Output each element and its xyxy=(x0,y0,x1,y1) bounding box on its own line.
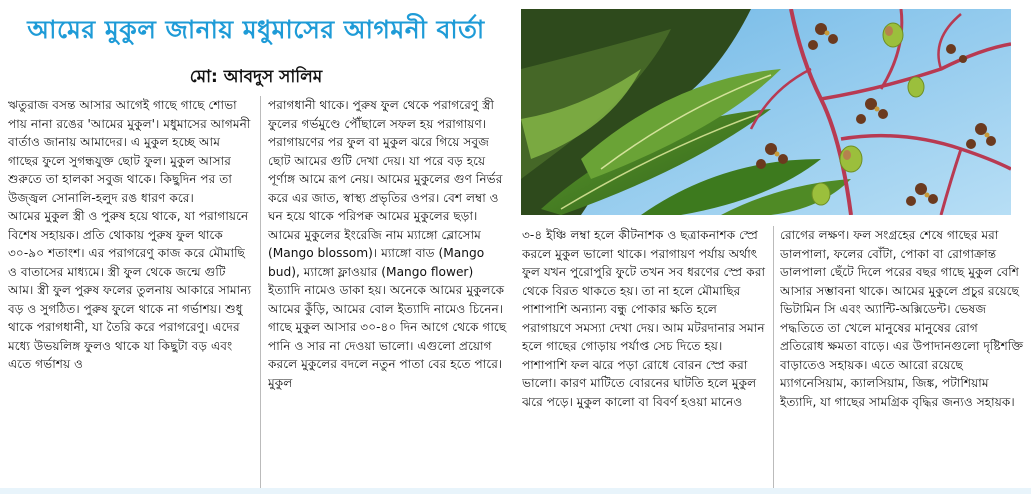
headline: আমের মুকুল জানায় মধুমাসের আগমনী বার্তা xyxy=(27,14,485,44)
column-3 xyxy=(522,226,768,488)
column-1-paragraph-1: ঋতুরাজ বসন্ত আসার আগেই গাছে গাছে শোভা পায় নানা রঙের 'আমের মুকুল'। মধুমাসের আগমনী বার্তাও জানায় আমাদের। এ মুকুল হচ্ছে আম গাছের ফুলে সুগন্ধযুক্ত ছোট ফুল। মুকুল আসার শুরুতে তা হালকা সবুজ থাকে। কিছুদিন পর তা উজ্জ্বল সোনালি-হলুদ রঙ ধারণ করে। xyxy=(8,98,251,205)
column-4-paragraph-1: রোগের লক্ষণ। ফল সংগ্রহের শেষে গাছের মরা ডালপালা, ফলের বোঁটা, পোকা বা রোগাক্রান্ত ডালপালা ছেঁটে দিলে পরের বছর গাছে মুকুল বেশি আসার সম্ভাবনা থাকে। আমের মুকুলে প্রচুর রয়েছে ভিটামিন সি এবং অ্যান্টি-অক্সিডেন্ট। ভেষজ পদ্ধতিতে তা খেলে মানুষের মানুষের রোগ প্রতিরোধ ক্ষমতা বাড়ে। এর উপাদানগুলো দৃষ্টিশক্তি বাড়াতেও সহায়ক। এতে আরো রয়েছে ম্যাগনেসিয়াম, ক্যালসিয়াম, জিঙ্ক, পটাশিয়াম ইত্যাদি, যা গাছের সামগ্রিক বৃদ্ধির জন্যও সহায়ক। xyxy=(780,228,1024,409)
column-divider xyxy=(260,96,261,488)
column-4 xyxy=(780,226,1024,488)
column-2 xyxy=(268,96,508,488)
column-2-paragraph-1: পরাগধানী থাকে। পুরুষ ফুল থেকে পরাগরেণু স্ত্রী ফুলের গর্ভমুণ্ডে পৌঁছালে সফল হয় পরাগায়ণ। পরাগায়ণের পর ফুল বা মুকুল ঝরে গিয়ে সবুজ ছোট আমের গুটি দেখা দেয়। যা পরে বড় হয়ে পূর্ণাঙ্গ আমে রূপ নেয়। আমের মুকুলের গুণ নির্ভর করে এর জাত, স্বাস্থ্য প্রভৃতির ওপর। বেশ লম্বা ও ঘন হয়ে থাকে পরিপক্ব আমের মুকুলের ছড়া। আমের মুকুলের ইংরেজি নাম ম্যাঙ্গো ব্লোসোম (Mango blossom)। ম্যাঙ্গো বাড (Mango bud), ম্যাঙ্গো ফ্লাওয়ার (Mango flower) ইত্যাদি নামেও ডাকা হয়। অনেকে আমের মুকুলকে আমের কুঁড়ি, আমের বোল ইত্যাদি নামেও চিনেন। গাছে মুকুল আসার ৩০-৪০ দিন আগে থেকে গাছে পানি ও সার না দেওয়া ভালো। এগুলো প্রয়োগ করলে মুকুলের বদলে নতুন পাতা বের হতে পারে। মুকুল xyxy=(268,98,507,390)
column-divider xyxy=(773,226,774,488)
column-1 xyxy=(8,96,254,488)
byline: মো: আবদুস সালিম xyxy=(189,67,323,87)
mango-blossom-photo xyxy=(521,9,1011,215)
column-3-paragraph-1: ৩-৪ ইঞ্চি লম্বা হলে কীটনাশক ও ছত্রাকনাশক স্প্রে করলে মুকুল ভালো থাকে। পরাগায়ণ পর্যায় অর্থাৎ ফুল যখন পুরোপুরি ফুটে তখন সব ধরণের স্প্রে করা থেকে বিরত থাকতে হয়। তা না হলে মৌমাছির পাশাপাশি অন্যান্য বন্ধু পোকার ক্ষতি হলে পরাগায়ণে সমস্যা দেখা দেয়। আম মটরদানার সমান হলে গাছের গোড়ায় পর্যাপ্ত সেচ দিতে হয়। পাশাপাশি ফল ঝরে পড়া রোধে বোরন স্প্রে করা ভালো। কারণ মাটিতে বোরনের ঘাটতি হলে মুকুল ঝরে পড়ে। মুকুল কালো বা বিবর্ণ হওয়া মানেও xyxy=(522,228,766,409)
page-bottom-strip xyxy=(0,488,1031,494)
column-1-paragraph-2: আমের মুকুল স্ত্রী ও পুরুষ হয়ে থাকে, যা পরাগায়নে বিশেষ সহায়ক। প্রতি থোকায় পুরুষ ফুল থাকে ৩০-৯০ শতাংশ। এর পরাগরেণু কাজ করে মৌমাছি ও বাতাসের মাধ্যমে। স্ত্রী ফুল থেকে জন্মে গুটি আম। স্ত্রী ফুল পুরুষ ফলের তুলনায় আকারে সামান্য বড় ও সুগঠিত। পুরুষ ফুলে থাকে না গর্ভাশয়। শুধু থাকে পরাগধানী, যা তৈরি করে পরাগরেণু। এদের মধ্যে উভয়লিঙ্গ ফুলও থাকে যা কিছুটা বড় এবং এতে গর্ভাশয় ও xyxy=(8,209,252,371)
